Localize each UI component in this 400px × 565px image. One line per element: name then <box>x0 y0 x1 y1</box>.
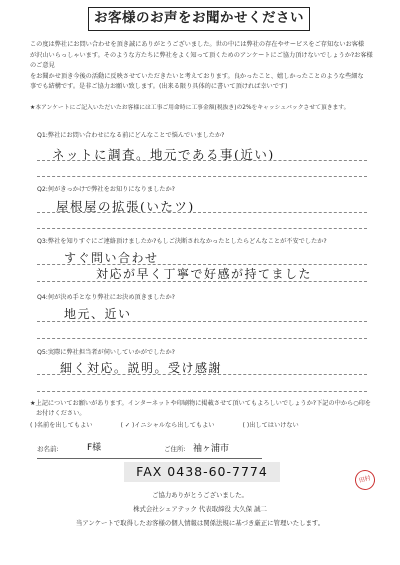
name-value: F様 <box>87 443 102 453</box>
intro-text <box>30 40 378 93</box>
answer-line <box>37 228 367 229</box>
company-name: 株式会社シェアテック 代表取締役 大久保 誠二 <box>133 505 267 513</box>
question-1: Q1:弊社にお問い合わせになる前にどんなことで悩んでいましたか? <box>37 132 225 139</box>
cashback-note: ★本アンケートにご記入いただいたお客様には工事ご用命時に工事金額(税抜き)の2%をキャッシュバックさせて頂きます。 <box>30 105 350 111</box>
intro-line: 事でも結構です。是非ご協力お願い致します。(出来る限り具体的に書いて頂ければ幸いです) <box>30 83 288 91</box>
hanko-stamp: 田村 <box>353 468 377 492</box>
answer-3-line-1: すぐ問い合わせ <box>64 251 159 265</box>
answer-line <box>37 281 367 282</box>
answer-line <box>37 374 367 375</box>
address-label: ご住所: <box>164 445 186 453</box>
question-5: Q5:実際に弊社担当者が伺いしていかがでしたか? <box>37 349 175 356</box>
answer-5: 細く対応。説明。受け感謝 <box>60 361 223 375</box>
answer-line <box>37 212 367 213</box>
answer-2: 屋根屋の拡張(いたツ) <box>56 199 195 214</box>
intro-line: をお聞かせ頂き今後の活動に反映させていただきたいと考えております。良かったこと、嬉しかったことのような些細な <box>30 72 364 80</box>
question-2: Q2:何がきっかけで弊社をお知りになりましたか? <box>37 186 175 193</box>
page-title: お客様のお声をお聞かせください <box>88 7 310 31</box>
answer-line <box>37 160 367 161</box>
intro-line: が沢山いらっしゃいます。そのような方たちに弊社をよく知って頂くためのアンケートにご協力頂けないでしょうか?お客様のご意見 <box>30 51 373 70</box>
question-4: Q4:何が決め手となり弊社にお決め頂きましたか? <box>37 294 175 301</box>
consent-not-ok[interactable]: ( )出してはいけない <box>242 422 299 429</box>
intro-line: この度は弊社にお問い合わせを頂き誠にありがとうございました。世の中には弊社の存在やサービスをご存知ないお客様 <box>30 41 365 48</box>
answer-line <box>37 321 367 322</box>
privacy-notice: 当アンケートで取得したお客様の個人情報は関係法規に基づき厳正に管理いたします。 <box>75 519 325 527</box>
answer-4: 地元、近い <box>64 307 132 321</box>
fax-number: FAX 0438-60-7774 <box>124 462 280 482</box>
consent-initial-ok[interactable]: ( ✓ )イニシャルなら出してもよい <box>120 422 215 429</box>
question-3: Q3:弊社を知りすぐにご連絡頂けましたか?もしご決断されなかったとしたらどんなことが不安でしたか? <box>37 238 327 245</box>
answer-line <box>37 391 367 392</box>
publish-request: ★上記についてお願いがあります。インターネットや印刷物に掲載させて頂いてもよろしいでしょうか?下記の中から○印を <box>30 400 371 407</box>
thanks-text: ご協力ありがとうございました。 <box>152 491 248 499</box>
customer-info-row <box>37 440 262 459</box>
answer-line <box>37 176 367 177</box>
answer-3-line-2: 対応が早く丁寧で好感が持てました <box>96 267 313 281</box>
consent-name-ok[interactable]: ( )名前を出してもよい <box>30 422 93 429</box>
name-label: お名前: <box>37 445 59 453</box>
consent-options <box>30 420 325 429</box>
publish-request-cont: お付けください。 <box>36 410 86 417</box>
answer-line <box>37 338 367 339</box>
answer-1: ネットに調査。地元である事(近い) <box>52 147 275 162</box>
address-value: 袖ヶ浦市 <box>193 444 230 454</box>
